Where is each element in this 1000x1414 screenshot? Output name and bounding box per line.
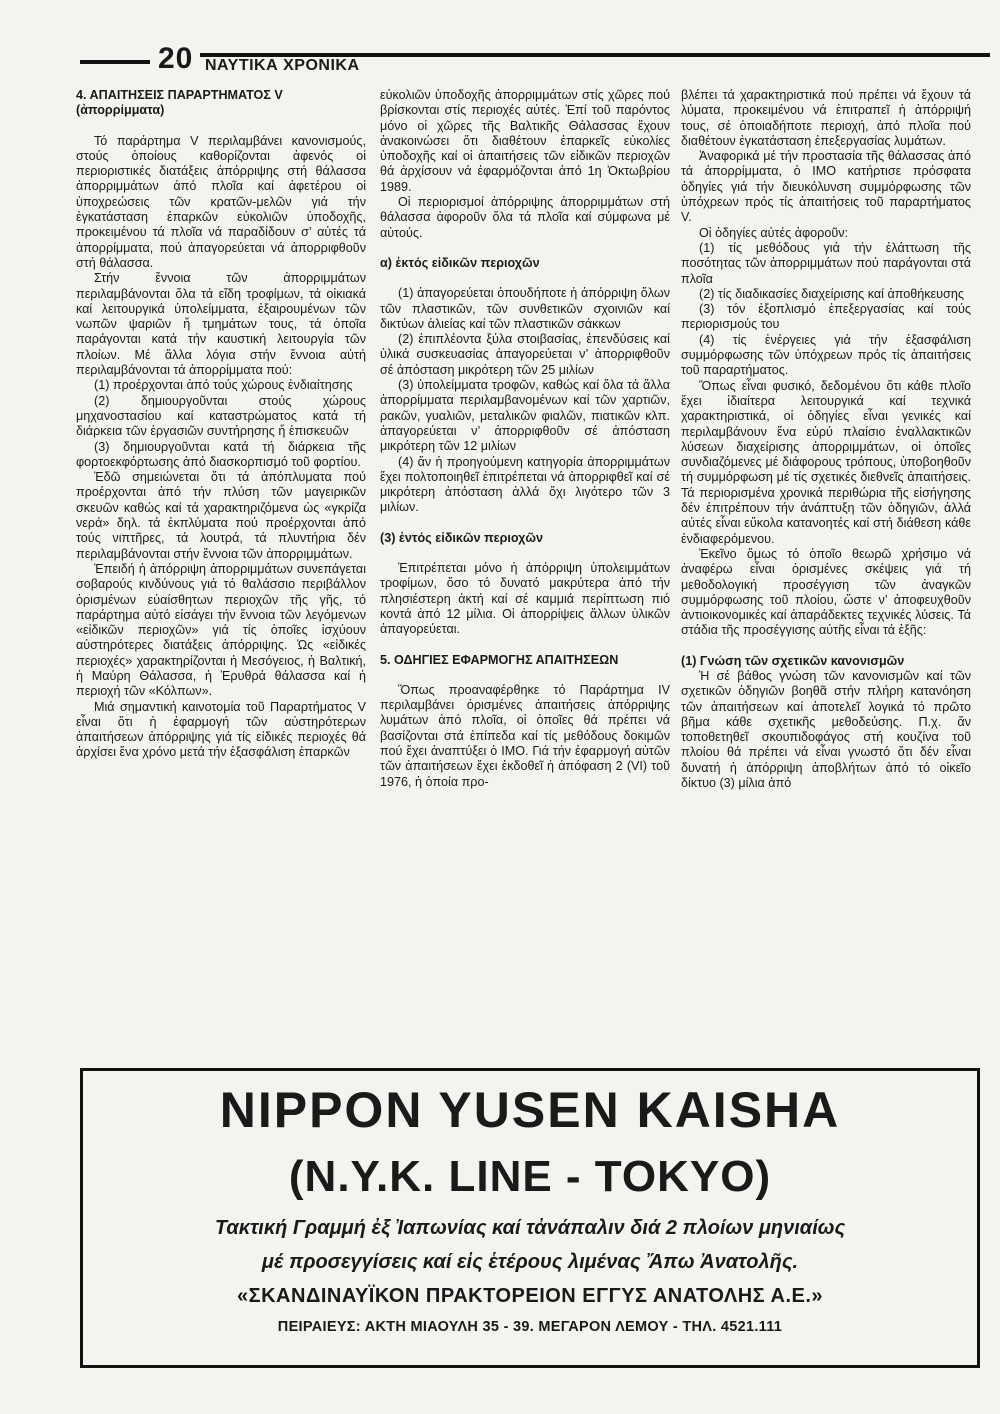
paragraph: (1) ἀπαγορεύεται ὁπουδήποτε ἡ ἀπόρριψη ὅλων τῶν πλαστικῶν, τῶν συνθετικῶν σχοινιῶν καί δικτύων ἁλιείας καί τῶν πλαστικῶν σάκκων: [380, 286, 670, 331]
ad-subtitle: (N.Y.K. LINE - TOKYO): [288, 1152, 772, 1201]
column-2: [380, 88, 670, 1053]
paragraph: Ἐπειδή ἡ ἀπόρριψη ἀπορριμμάτων συνεπάγεται σοβαρούς κινδύνους γιά τό θαλάσσιο περιβάλλον ὁρισμένων εὐαίσθητων περιοχῶν τῆς γῆς, τό παράρτημα αὐτό εἰσάγει τήν ἔννοια τῶν λεγόμενων «εἰδικῶν περιοχῶν» γιά τίς ὁποῖες ἰσχύουν αὐστηρότερες διατάξεις ἀπόρριψης. Ὡς «εἰδικές περιοχές» χαρακτηρίζονται ἡ Μεσόγειος, ἡ Βαλτική, ἡ Μαύρη Θάλασσα, ἡ Ἐρυθρά θάλασσα καί ἡ περιοχή τῶν «Κόλπων».: [76, 561, 366, 699]
paragraph: (1) προέρχονται ἀπό τούς χώρους ἐνδιαίτησης: [94, 378, 353, 393]
paragraph: (2) ἐπιπλέοντα ξύλα στοιβασίας, ἐπενδύσεις καί ὑλικά συσκευασίας ἀπαγορεύεται ν’ ἀπορριφθοῦν σέ ἀπόσταση μικρότερη τῶν 25 μιλίων: [380, 332, 670, 377]
paragraph: Στήν ἔννοια τῶν ἀπορριμμάτων περιλαμβάνονται ὅλα τά εἴδη τροφίμων, τά οἰκιακά καί λειτουργικά ὑπολείμματα, ἐξαιρουμένων τῶν νωπῶν ψαριῶν ἤ τμημάτων τους, τά ὁποῖα παράγονται κατά τήν καυστική λειτουργία τῶν πλοίων. Μέ ἄλλα λόγια στήν ἔννοια αὐτή περιλαμβάνονται τά ἀπορρίμματα πού:: [76, 271, 366, 378]
paragraph: εὐκολιῶν ὑποδοχῆς ἀπορριμμάτων στίς χῶρες πού βρίσκονται στίς περιοχές αὐτές. Ἐπί τοῦ παρόντος μόνο οἱ χῶρες τῆς Βαλτικῆς Θάλασσας ἔχουν ἀνακοινώσει ὅτι διαθέτουν ἐπαρκεῖς εὐκολίες ὑποδοχῆς καί οἱ ἀπαιτήσεις τῶν εἰδικῶν περιοχῶν θά ἀρχίσουν νά ἐφαρμόζονται ἀπό 1η Ὀκτωβρίου 1989.: [380, 88, 670, 194]
paragraph: (1) τίς μεθόδους γιά τήν ἐλάττωση τῆς ποσότητας τῶν ἀπορριμμάτων πού παράγονται στά πλοῖα: [681, 240, 971, 286]
paragraph: Οἱ ὁδηγίες αὐτές ἀφοροῦν:: [699, 225, 849, 240]
section-heading-4: 4. ΑΠΑΙΤΗΣΕΙΣ ΠΑΡΑΡΤΗΜΑΤΟΣ V (ἀπορρίμματα): [76, 88, 283, 118]
paragraph: Ὅπως εἶναι φυσικό, δεδομένου ὅτι κάθε πλοῖο ἔχει ἰδιαίτερα λειτουργικά καί τεχνικά χαρακτηριστικά, οἱ ὁδηγίες εἶναι γενικές καί περιλαμβάνουν ἕνα εὐρύ πλαίσιο ἐναλλακτικῶν λύσεων διαχείρισης ἀπορριμμάτων, οἱ ὁποῖες συνδιαζόμενες μέ διάφορους τρόπους, ὑποβοηθοῦν τή συμμόρφωση μέ τίς σχετικές διεθνεῖς ἀπαιτήσεις. Τά περιορισμένα χρονικά περιθώρια τῆς εἰσήγησης δέν ἐπιτρέπουν τήν ἀνάπτυξη τῶν ὁδηγιῶν, ἀλλά αὐτές εἶναι εὔκολα κατανοητές καί στή διάθεση κάθε ἐνδιαφερόμενου.: [681, 378, 971, 546]
column-1: [76, 88, 366, 1053]
paragraph: Τό παράρτημα V περιλαμβάνει κανονισμούς, στούς ὁποίους καθορίζονται ἀφενός οἱ περιοριστικές διατάξεις ἀπόρριψης στή θάλασσα ἀπορριμμάτων ἀπό πλοῖα καί ἀφετέρου οἱ ὑποχρεώσεις τῶν κρατῶν-μελῶν γιά τήν ἐγκατάσταση ἐπαρκῶν εὐκολιῶν ὑποδοχῆς, προκειμένου τά πλοῖα νά παραδίδουν σ’ αὐτές τά ἀπορρίμματα, πού ἀπαγορεύεται νά ἀπορριφθοῦν στή θάλασσα.: [76, 133, 366, 270]
paragraph: βλέπει τά χαρακτηριστικά πού πρέπει νά ἔχουν τά λύματα, προκειμένου νά ἐπιτραπεῖ ἡ ἀπόρριψή τους, σέ ὁποιαδήποτε περιοχή, ἀπό πλοῖα πού διαθέτουν ἐγκατάσταση ἐπεξεργασίας λυμάτων.: [681, 88, 971, 148]
subheading-outside-special-areas: α) ἐκτός εἰδικῶν περιοχῶν: [380, 255, 540, 270]
paragraph: Ἐκεῖνο ὅμως τό ὁποῖο θεωρῶ χρήσιμο νά ἀναφέρω εἶναι ὁρισμένες σκέψεις γιά τή μεθοδολογική προσέγγιση τῶν ἀναγκῶν συμμόρφωσης τοῦ πλοίου, ὥστε ν’ ἀποφευχθοῦν ἀντιοικονομικές καί ἀπαράδεκτες τεχνικές λύσεις. Τά στάδια τῆς προσέγγισης αὐτῆς εἶναι τά ἑξῆς:: [681, 546, 971, 638]
subheading-knowledge-of-regulations: (1) Γνώση τῶν σχετικῶν κανονισμῶν: [681, 653, 905, 668]
paragraph: (4) ἄν ἡ προηγούμενη κατηγορία ἀπορριμμάτων ἔχει πολτοποιηθεῖ ἐπιτρέπεται νά ἀπορριφθεῖ καί σέ μικρότερη ἀπόσταση ἀλλά ὄχι λιγότερο τῶν 3 μιλίων.: [380, 454, 670, 515]
column-3: [681, 88, 971, 1053]
paragraph: Ἀναφορικά μέ τήν προστασία τῆς θάλασσας ἀπό τά ἀπορρίμματα, ὁ ΙΜΟ κατήρτισε πρόσφατα ὁδηγίες γιά τήν διευκόλυνση συμμόρφωσης τῶν ὑπόχρεων πρός τίς ἀπαιτήσεις τοῦ παραρτήματος V.: [681, 149, 971, 225]
paragraph: Ὅπως προαναφέρθηκε τό Παράρτημα IV περιλαμβάνει ὁρισμένες ἀπαιτήσεις ἀπόρριψης λυμάτων ἀπό πλοῖα, οἱ ὁποῖες θά πρέπει νά βασίζονται στά ἐπίπεδα καί τίς μεθόδους δοκιμῶν πού ἔχει ἀναπτύξει ὁ ΙΜΟ. Γιά τήν ἐφαρμογή αὐτῶν τῶν ἀπαιτήσεων ἔχει ἐκδοθεῖ ἡ ἀπόφαση 2 (VI) τοῦ 1976, ἡ ὁποία προ-: [380, 682, 670, 789]
paragraph: (3) δημιουργοῦνται κατά τή διάρκεια τῆς φορτοεκφόρτωσης ἀπό διασκορπισμό τοῦ φορτίου.: [76, 439, 366, 469]
ad-address: ΠΕΙΡΑΙΕΥΣ: ΑΚΤΗ ΜΙΑΟΥΛΗ 35 - 39. ΜΕΓΑΡΟΝ ΛΕΜΟΥ - ΤΗΛ. 4521.111: [277, 1319, 783, 1335]
ad-ports-line: μέ προσεγγίσεις καί εἰς ἑτέρους λιμένας Ἄπω Ἀνατολῆς.: [261, 1251, 799, 1273]
page-number: 20: [158, 42, 194, 75]
advertisement-box: [80, 1068, 980, 1368]
paragraph: Οἱ περιορισμοί ἀπόρριψης ἀπορριμμάτων στή θάλασσα ἀφοροῦν ὅλα τά πλοῖα καί σύμφωνα μέ αὐτούς.: [380, 195, 670, 240]
section-heading-5: 5. ΟΔΗΓΙΕΣ ΕΦΑΡΜΟΓΗΣ ΑΠΑΙΤΗΣΕΩΝ: [380, 652, 619, 667]
ad-service-line: Τακτική Γραμμή ἐξ Ἰαπωνίας καί τἀνάπαλιν διά 2 πλοίων μηνιαίως: [214, 1217, 846, 1239]
article-body: [76, 88, 980, 1053]
paragraph: Ἐπιτρέπεται μόνο ἡ ἀπόρριψη ὑπολειμμάτων τροφίμων, ὅσο τό δυνατό μακρύτερα ἀπό τήν πλησιέστερη ἀκτή καί σέ καμμιά περίπτωση πιό κοντά ἀπό 12 μίλια. Οἱ ἀπορρίψεις ἄλλων ὑλικῶν ἀπαγορεύεται.: [380, 561, 670, 637]
ad-company-name: NIPPON YUSEN KAISHA: [219, 1082, 841, 1138]
publication-title: ΝΑΥΤΙΚΑ ΧΡΟΝΙΚΑ: [205, 57, 360, 74]
subheading-within-special-areas: (3) ἐντός εἰδικῶν περιοχῶν: [380, 530, 544, 545]
paragraph: (3) ὑπολείμματα τροφῶν, καθώς καί ὅλα τά ἄλλα ἀπορρίμματα περιλαμβανομένων καί τῶν χαρτιῶν, ρακῶν, γυαλιῶν, μεταλικῶν φιαλῶν, πιατικῶν κλπ. ἀπαγορεύεται ν’ ἀπορριφθοῦν σέ ἀπόσταση μικρότερη τῶν 12 μιλίων: [380, 378, 670, 454]
paragraph: Ἡ σέ βάθος γνώση τῶν κανονισμῶν καί τῶν σχετικῶν ὁδηγιῶν βοηθᾶ στήν πλήρη κατανόηση τῶν ἀπαιτήσεων καί ἀποτελεῖ λογικά τό πρῶτο βῆμα κάθε σχετικῆς μεθοδεύσης. Π.χ. ἄν τοποθετηθεῖ σκουπιδοφάγος στή κουζίνα τοῦ πλοίου θά πρέπει νά εἶναι γνωστό ὅτι δέν εἶναι δυνατή ἡ ἀπόρριψη ἀποβλήτων ἀπό τό οἰκεῖο δίκτυο (3) μίλια ἀπό: [681, 668, 971, 791]
ad-agent-name: «ΣΚΑΝΔΙΝΑΥΪΚΟΝ ΠΡΑΚΤΟΡΕΙΟΝ ΕΓΓΥΣ ΑΝΑΤΟΛΗΣ Α.Ε.»: [236, 1285, 824, 1307]
paragraph: Μιά σημαντική καινοτομία τοῦ Παραρτήματος V εἶναι ὅτι ἡ ἐφαρμογή τῶν αὐστηρότερων ἀπαιτήσεων ἀπόρριψης γιά τίς εἰδικές περιοχές θά ἀρχίσει ἕνα χρόνο μετά τήν ἐξασφάλιση ἐπαρκῶν: [76, 699, 366, 760]
paragraph: Ἐδῶ σημειώνεται ὅτι τά ἀπόπλυματα πού προέρχονται ἀπό τήν πλύση τῶν μαγειρικῶν σκευῶν καθώς καί τά χαρακτηριζόμενα ὡς «γκρίζα νερά» δηλ. τά ἐκπλύματα πού προέρχονται ἀπό τούς νιπτῆρες, τά λουτρά, τά πλυντήρια δέν περιλαμβάνονται στήν ἔννοια τῶν ἀπορριμμάτων.: [76, 470, 366, 561]
page-header: [80, 40, 990, 80]
paragraph: (2) δημιουργοῦνται στούς χώρους μηχανοστασίου καί καταστρώματος κατά τή διάρκεια τῶν ἐργασιῶν συντήρησης ἤ ἐπισκευῶν: [76, 393, 366, 439]
paragraph: (2) τίς διαδικασίες διαχείρισης καί ἀποθήκευσης: [699, 286, 964, 301]
header-rule-left: [80, 60, 150, 64]
paragraph: (4) τίς ἐνέργειες γιά τήν ἐξασφάλιση συμμόρφωσης τῶν ὑπόχρεων πρός τίς ἀπαιτήσεις τοῦ παραρτήματος.: [681, 332, 971, 378]
paragraph: (3) τόν ἐξοπλισμό ἐπεξεργασίας καί τούς περιορισμούς του: [681, 302, 971, 332]
